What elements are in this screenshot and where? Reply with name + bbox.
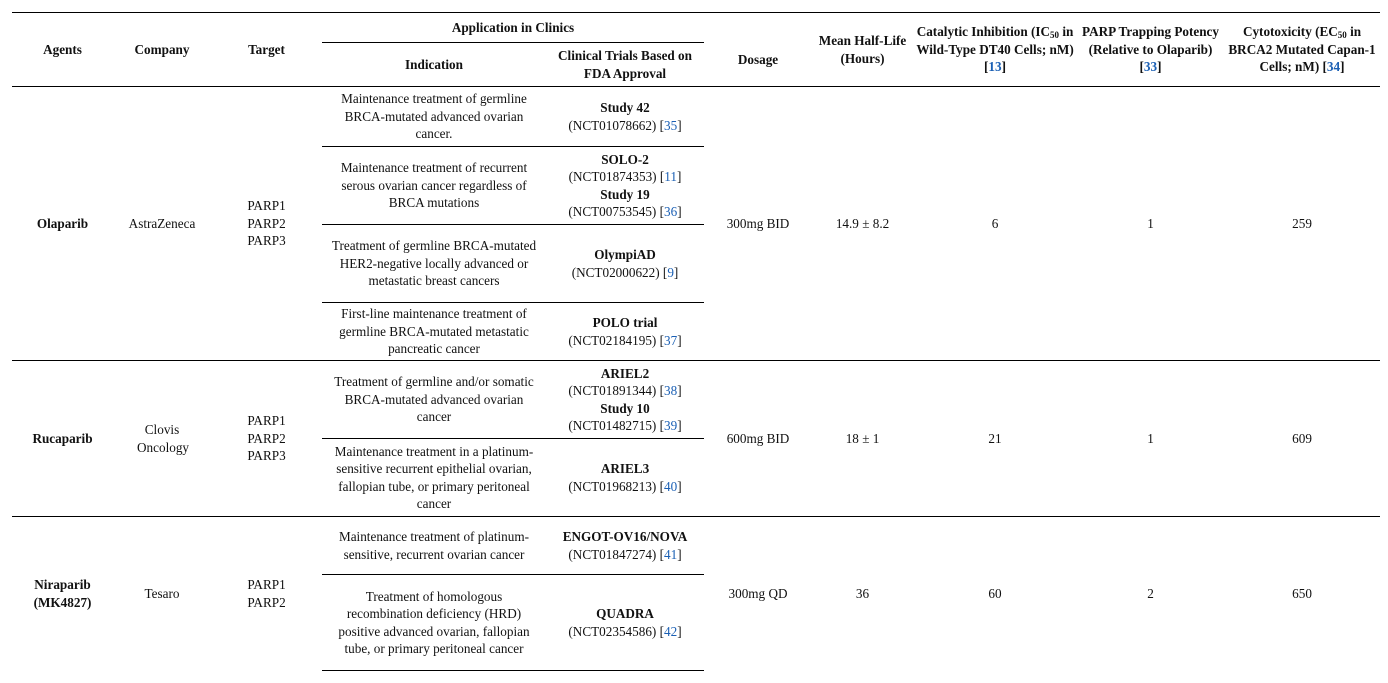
trial-nct: (NCT01847274) [	[568, 546, 665, 562]
ref-link[interactable]: 11	[664, 169, 677, 184]
target-cell	[211, 361, 322, 517]
trapping-cell: 2	[1147, 586, 1154, 601]
trial-name: SOLO-2	[601, 151, 649, 167]
header-catalytic	[913, 13, 1077, 87]
parp-inhibitor-table	[12, 12, 1380, 671]
ref-link[interactable]: 9	[667, 264, 674, 280]
trial-cell	[546, 361, 704, 439]
trial-cell	[546, 147, 704, 225]
header-cyto-text2: in BRCA2 Mutated Capan-1 Cells; nM) [	[1228, 24, 1376, 75]
half-life-cell: 18 ± 1	[812, 361, 913, 517]
bracket: ]	[676, 169, 682, 184]
header-dosage: Dosage	[704, 13, 812, 87]
ref-link[interactable]: 38	[664, 383, 678, 398]
catalytic-cell: 60	[988, 586, 1002, 601]
agent-cell: Niraparib (MK4827)	[33, 577, 92, 610]
cytotoxicity-cell: 259	[1224, 87, 1380, 361]
dosage-cell: 300mg QD	[728, 586, 788, 601]
header-catalytic-text2: in Wild-Type DT40 Cells; nM) [	[916, 24, 1074, 75]
target-item: PARP2	[247, 215, 286, 231]
trial-nct: (NCT01968213) [	[568, 478, 665, 494]
trial-cell	[546, 87, 704, 147]
header-indication: Indication	[322, 43, 546, 87]
bracket: ]	[1001, 59, 1007, 75]
header-application: Application in Clinics	[322, 13, 704, 43]
ref-link[interactable]: 34	[1326, 59, 1341, 75]
bracket: ]	[677, 332, 682, 348]
catalytic-cell: 6	[913, 87, 1077, 361]
target-cell	[211, 87, 322, 361]
cytotoxicity-cell: 650	[1292, 586, 1312, 601]
dosage-cell: 300mg BID	[704, 87, 812, 361]
ref-link[interactable]: 13	[988, 59, 1002, 75]
target-item: PARP3	[247, 448, 286, 464]
agent-cell: Rucaparib	[12, 361, 113, 517]
trial-cell	[546, 303, 704, 361]
cytotoxicity-cell: 609	[1224, 361, 1380, 517]
header-target: Target	[211, 13, 322, 87]
half-life-cell: 36	[855, 586, 870, 601]
ref-link[interactable]: 33	[1143, 59, 1158, 75]
bracket: ]	[677, 117, 682, 133]
header-cyto-text: Cytotoxicity (EC	[1242, 24, 1338, 40]
catalytic-cell: 21	[913, 361, 1077, 517]
bracket: ]	[1157, 59, 1162, 75]
indication-cell: Maintenance treatment of germline BRCA-mutated advanced ovarian cancer.	[322, 87, 546, 147]
table-container	[12, 12, 1380, 671]
trial-name: ARIEL3	[600, 461, 650, 476]
trial-nct: (NCT00753545) [	[568, 204, 665, 219]
trial-name: QUADRA	[596, 606, 654, 621]
header-trials: Clinical Trials Based on FDA Approval	[546, 43, 704, 87]
header-trapping-text: PARP Trapping Potency (Relative to Olaparib) [	[1082, 24, 1220, 75]
trial-cell	[546, 575, 704, 671]
trial-nct: (NCT02184195) [	[568, 332, 665, 348]
bracket: ]	[677, 383, 682, 398]
indication-cell: Maintenance treatment of recurrent serous ovarian cancer regardless of BRCA mutations	[322, 147, 546, 225]
ref-link[interactable]: 35	[664, 117, 678, 133]
trapping-cell: 1	[1077, 87, 1224, 361]
header-catalytic-text: Catalytic Inhibition (IC	[916, 24, 1051, 40]
trial-name: OlympiAD	[594, 247, 656, 262]
header-cyto-sub: 50	[1337, 30, 1347, 41]
trial-nct: (NCT01482715) [	[568, 418, 665, 433]
header-trapping	[1077, 13, 1224, 87]
trial-name: Study 19	[600, 186, 650, 202]
table-row	[12, 87, 1380, 147]
ref-link[interactable]: 37	[664, 332, 678, 348]
table-row	[12, 517, 1380, 575]
dosage-cell: 600mg BID	[704, 361, 812, 517]
trapping-cell: 1	[1077, 361, 1224, 517]
trial-nct: (NCT02354586) [	[568, 623, 665, 639]
trial-nct: (NCT01874353) [	[568, 169, 665, 184]
indication-cell: First-line maintenance treatment of germline BRCA-mutated metastatic pancreatic cancer	[322, 303, 546, 361]
target-cell	[211, 517, 322, 671]
indication-cell: Treatment of germline and/or somatic BRCA-mutated advanced ovarian cancer	[322, 361, 546, 439]
bracket: ]	[1340, 59, 1345, 75]
company-cell: Clovis Oncology	[113, 361, 211, 517]
table-body	[12, 87, 1380, 671]
header-cytotoxicity	[1224, 13, 1380, 87]
ref-link[interactable]: 36	[664, 204, 678, 219]
bracket: ]	[677, 623, 682, 639]
trial-name: POLO trial	[592, 315, 658, 330]
trial-cell	[546, 439, 704, 517]
header-half-life	[812, 13, 913, 87]
trial-name: ARIEL2	[600, 365, 650, 381]
ref-link[interactable]: 42	[664, 623, 678, 639]
indication-cell: Maintenance treatment in a platinum-sensitive recurrent epithelial ovarian, fallopian tube, or primary peritoneal cancer	[322, 439, 546, 517]
table-header	[12, 13, 1380, 87]
ref-link[interactable]: 39	[664, 418, 678, 433]
trial-nct: (NCT01078662) [	[568, 117, 665, 133]
half-life-cell: 14.9 ± 8.2	[812, 87, 913, 361]
trial-name: ENGOT-OV16/NOVA	[562, 529, 688, 544]
trial-nct: (NCT01891344) [	[568, 383, 665, 398]
header-half-life-text: Mean Half-Life (Hours)	[818, 33, 907, 66]
target-item: PARP2	[247, 430, 286, 446]
indication-cell: Treatment of homologous recombination deficiency (HRD) positive advanced ovarian, fallopian tube, or primary peritoneal cancer	[322, 575, 546, 671]
bracket: ]	[677, 546, 682, 562]
trial-cell	[546, 517, 704, 575]
indication-cell: Treatment of germline BRCA-mutated HER2-negative locally advanced or metastatic breast cancers	[322, 225, 546, 303]
company-cell: Tesaro	[144, 586, 180, 601]
target-item: PARP1	[247, 413, 286, 429]
bracket: ]	[673, 264, 679, 280]
header-catalytic-sub: 50	[1050, 30, 1060, 41]
company-cell: AstraZeneca	[113, 87, 211, 361]
target-item: PARP1	[247, 198, 286, 214]
trial-cell	[546, 225, 704, 303]
target-item: PARP1	[247, 577, 286, 593]
bracket: ]	[677, 204, 682, 219]
agent-cell: Olaparib	[12, 87, 113, 361]
indication-cell: Maintenance treatment of platinum-sensitive, recurrent ovarian cancer	[322, 517, 546, 575]
target-item: PARP2	[247, 594, 286, 610]
trial-name: Study 10	[600, 400, 650, 416]
ref-link[interactable]: 41	[664, 546, 678, 562]
ref-link[interactable]: 40	[664, 478, 678, 494]
bracket: ]	[677, 478, 682, 494]
header-agents: Agents	[12, 13, 113, 87]
bracket: ]	[677, 418, 682, 433]
target-item: PARP3	[247, 233, 286, 249]
table-row	[12, 361, 1380, 439]
trial-nct: (NCT02000622) [	[571, 264, 668, 280]
header-company: Company	[113, 13, 211, 87]
trial-name: Study 42	[600, 100, 650, 115]
